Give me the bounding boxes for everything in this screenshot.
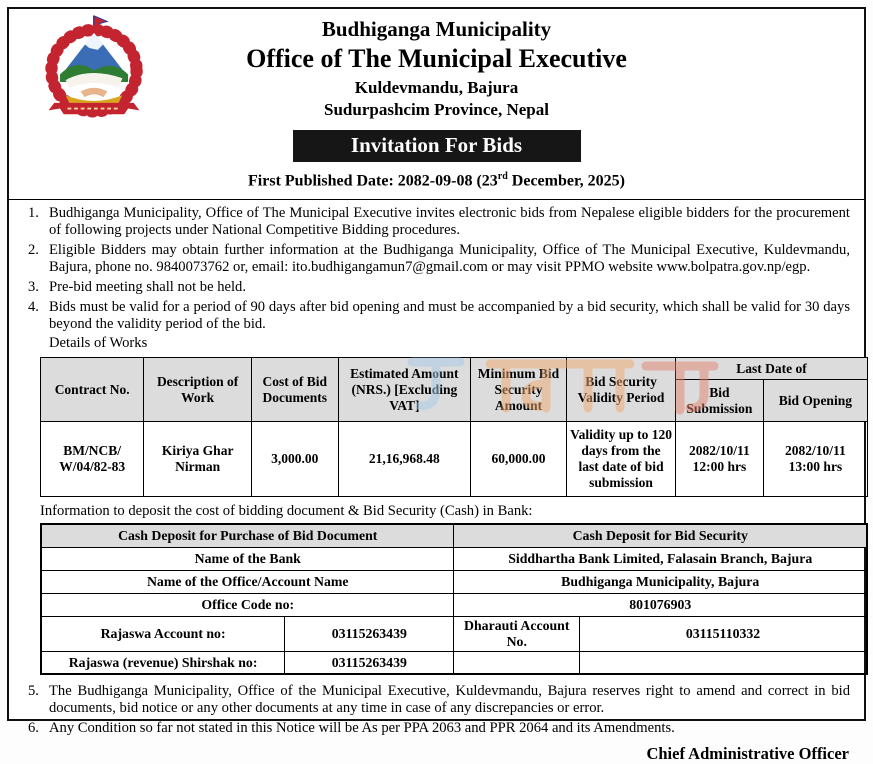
bank-header-purchase: Cash Deposit for Purchase of Bid Document	[41, 524, 454, 547]
works-cell-estimated: 21,16,968.48	[338, 422, 470, 497]
published-date	[9, 171, 864, 200]
table-row	[41, 593, 867, 616]
nepal-emblem-logo	[37, 12, 151, 118]
signatory-title: Chief Administrative Officer	[646, 744, 849, 764]
opening-date: 2082/10/11	[784, 443, 846, 459]
note-text: The Budhiganga Municipality, Office of the Municipal Executive, Kuldevmandu, Bajura reserves right to amend and correct in bid documents, bid notice or any other documents at any time in case of any discrepancies or error.	[49, 683, 850, 717]
office-title: Office of The Municipal Executive	[246, 44, 627, 74]
note-1	[21, 205, 852, 239]
table-row	[41, 547, 867, 570]
bottom-notes	[21, 683, 852, 737]
submission-date: 2082/10/11	[689, 443, 750, 459]
note-number: 1.	[28, 205, 39, 222]
published-date-ordinal: rd	[497, 170, 508, 182]
published-date-tail: December, 2025)	[507, 172, 625, 190]
works-header-estimated: Estimated Amount (NRS.) [Excluding VAT]	[338, 358, 470, 422]
bank-info-label: Information to deposit the cost of bidding document & Bid Security (Cash) in Bank:	[40, 503, 533, 520]
works-cell-min-security: 60,000.00	[471, 422, 567, 497]
note-number: 6.	[28, 720, 39, 737]
contract-line-2: W/04/82-83	[59, 459, 126, 475]
bank-deposit-table	[40, 523, 868, 675]
bank-name-value: Siddhartha Bank Limited, Falasain Branch, Bajura	[454, 547, 867, 570]
note-text: Any Condition so far not stated in this Notice will be As per PPA 2063 and PPR 2064 and its Amendments.	[49, 720, 675, 737]
note-text: Eligible Bidders may obtain further information at the Budhiganga Municipality, Office of The Municipal Executive, Kuldevmandu, Bajura, phone no. 9840073762 or, email: ito.budhigangamun7@gmail.com or may visit PPMO website www.bolpatra.gov.np/egp.	[49, 241, 850, 275]
empty-cell	[454, 651, 580, 674]
bank-header-row	[41, 524, 867, 547]
table-row	[41, 651, 867, 674]
bid-notice-document	[7, 7, 866, 764]
works-header-contract: Contract No.	[41, 358, 144, 422]
dharauti-account-value: 03115110332	[580, 616, 867, 651]
top-notes	[21, 205, 852, 351]
dharauti-account-label: Dharauti Account No.	[454, 616, 580, 651]
submission-time: 12:00 hrs	[692, 459, 747, 475]
works-header-submission: Bid Submission	[676, 380, 764, 422]
note-number: 2.	[28, 241, 39, 258]
note-3	[21, 279, 852, 296]
published-date-text: First Published Date: 2082-09-08 (23	[248, 172, 498, 190]
bank-header-security: Cash Deposit for Bid Security	[454, 524, 867, 547]
contract-line-1: BM/NCB/	[63, 443, 122, 459]
address-line-1: Kuldevmandu, Bajura	[354, 77, 519, 97]
office-name-value: Budhiganga Municipality, Bajura	[454, 570, 867, 593]
office-name-label: Name of the Office/Account Name	[41, 570, 454, 593]
address-line-2: Sudurpashcim Province, Nepal	[324, 100, 549, 120]
office-code-value: 801076903	[454, 593, 867, 616]
works-cell-validity: Validity up to 120 days from the last date of bid submission	[566, 422, 675, 497]
bank-name-label: Name of the Bank	[41, 547, 454, 570]
note-6	[21, 720, 852, 737]
works-header-cost: Cost of Bid Documents	[251, 358, 338, 422]
works-cell-description: Kiriya Ghar Nirman	[144, 422, 252, 497]
works-cell-submission	[676, 422, 764, 497]
works-header-row-1	[41, 358, 868, 380]
works-header-last-date: Last Date of	[676, 358, 868, 380]
works-cell-opening	[763, 422, 867, 497]
note-5	[21, 683, 852, 717]
works-cell-contract	[41, 422, 144, 497]
note-2	[21, 242, 852, 276]
note-text: Budhiganga Municipality, Office of The Municipal Executive invites electronic bids from Nepalese eligible bidders for the procurement of following projects under National Competitive Bidding procedures.	[49, 205, 850, 239]
details-of-works-label: Details of Works	[49, 334, 148, 351]
note-number: 4.	[28, 298, 39, 315]
table-row	[41, 570, 867, 593]
note-number: 3.	[28, 278, 39, 295]
rajaswa-account-label: Rajaswa Account no:	[41, 616, 285, 651]
invitation-banner: Invitation For Bids	[293, 130, 581, 162]
note-number: 5.	[28, 683, 39, 700]
works-cell-cost: 3,000.00	[251, 422, 338, 497]
rajaswa-account-value: 03115263439	[285, 616, 454, 651]
table-row	[41, 616, 867, 651]
details-of-works-table	[40, 357, 868, 497]
municipality-title: Budhiganga Municipality	[321, 17, 552, 41]
office-code-label: Office Code no:	[41, 593, 454, 616]
works-header-opening: Bid Opening	[763, 380, 867, 422]
opening-time: 13:00 hrs	[788, 459, 843, 475]
works-header-validity: Bid Security Validity Period	[566, 358, 675, 422]
shirshak-value: 03115263439	[285, 651, 454, 674]
table-row	[41, 422, 868, 497]
masthead	[21, 9, 852, 121]
works-header-min-security: Minimum Bid Security Amount	[471, 358, 567, 422]
works-header-description: Description of Work	[144, 358, 252, 422]
note-text: Pre-bid meeting shall not be held.	[49, 278, 246, 295]
empty-cell	[580, 651, 867, 674]
note-text: Bids must be valid for a period of 90 days after bid opening and must be accompanied by a bid security, which shall be valid for 30 days beyond the validity period of the bid.	[49, 298, 850, 332]
note-4	[21, 299, 852, 333]
shirshak-label: Rajaswa (revenue) Shirshak no:	[41, 651, 285, 674]
